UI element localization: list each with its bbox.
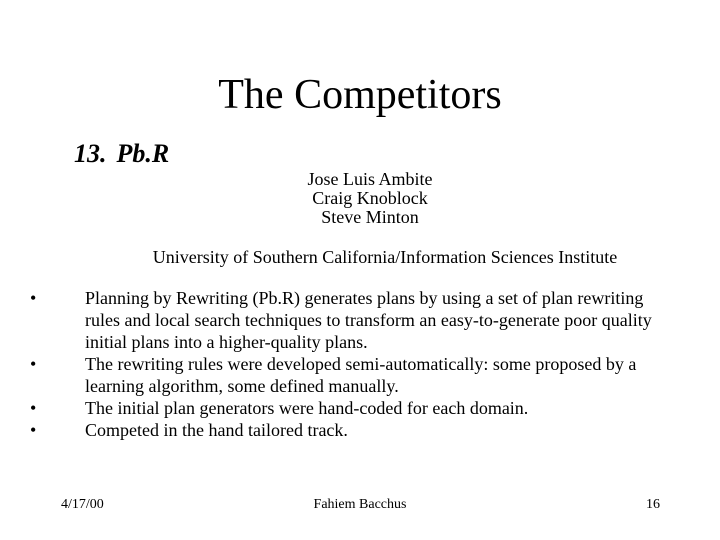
bullet-text: Competed in the hand tailored track. — [85, 420, 348, 440]
bullet-text: Planning by Rewriting (Pb.R) generates plans by using a set of plan rewriting rules and local search techniques to transform an easy-to-generate poor quality initial plans into a higher-quality plans. — [85, 288, 652, 352]
author-list — [270, 170, 470, 227]
author-name: Steve Minton — [321, 207, 419, 227]
bullet-text: The rewriting rules were developed semi-automatically: some proposed by a learning algorithm, some defined manually. — [85, 354, 637, 396]
bullet-item — [30, 287, 670, 353]
bullet-item — [30, 397, 670, 419]
competitor-name: Pb.R — [116, 139, 170, 168]
bullet-list — [30, 287, 670, 441]
author-name: Jose Luis Ambite — [307, 169, 433, 189]
bullet-item — [30, 419, 670, 441]
competitor-number: 13. — [74, 139, 107, 168]
page-number: 16 — [646, 497, 660, 512]
bullet-icon: • — [30, 420, 37, 440]
bullet-item — [30, 353, 670, 397]
footer-date: 4/17/00 — [61, 497, 104, 512]
slide-title: The Competitors — [218, 72, 502, 118]
competitor-entry — [74, 138, 169, 170]
author-name: Craig Knoblock — [312, 188, 428, 208]
affiliation: University of Southern California/Information Sciences Institute — [152, 247, 618, 267]
bullet-icon: • — [30, 354, 37, 374]
bullet-text: The initial plan generators were hand-coded for each domain. — [85, 398, 529, 418]
bullet-icon: • — [30, 288, 37, 308]
footer-author: Fahiem Bacchus — [313, 497, 407, 512]
bullet-icon: • — [30, 398, 37, 418]
